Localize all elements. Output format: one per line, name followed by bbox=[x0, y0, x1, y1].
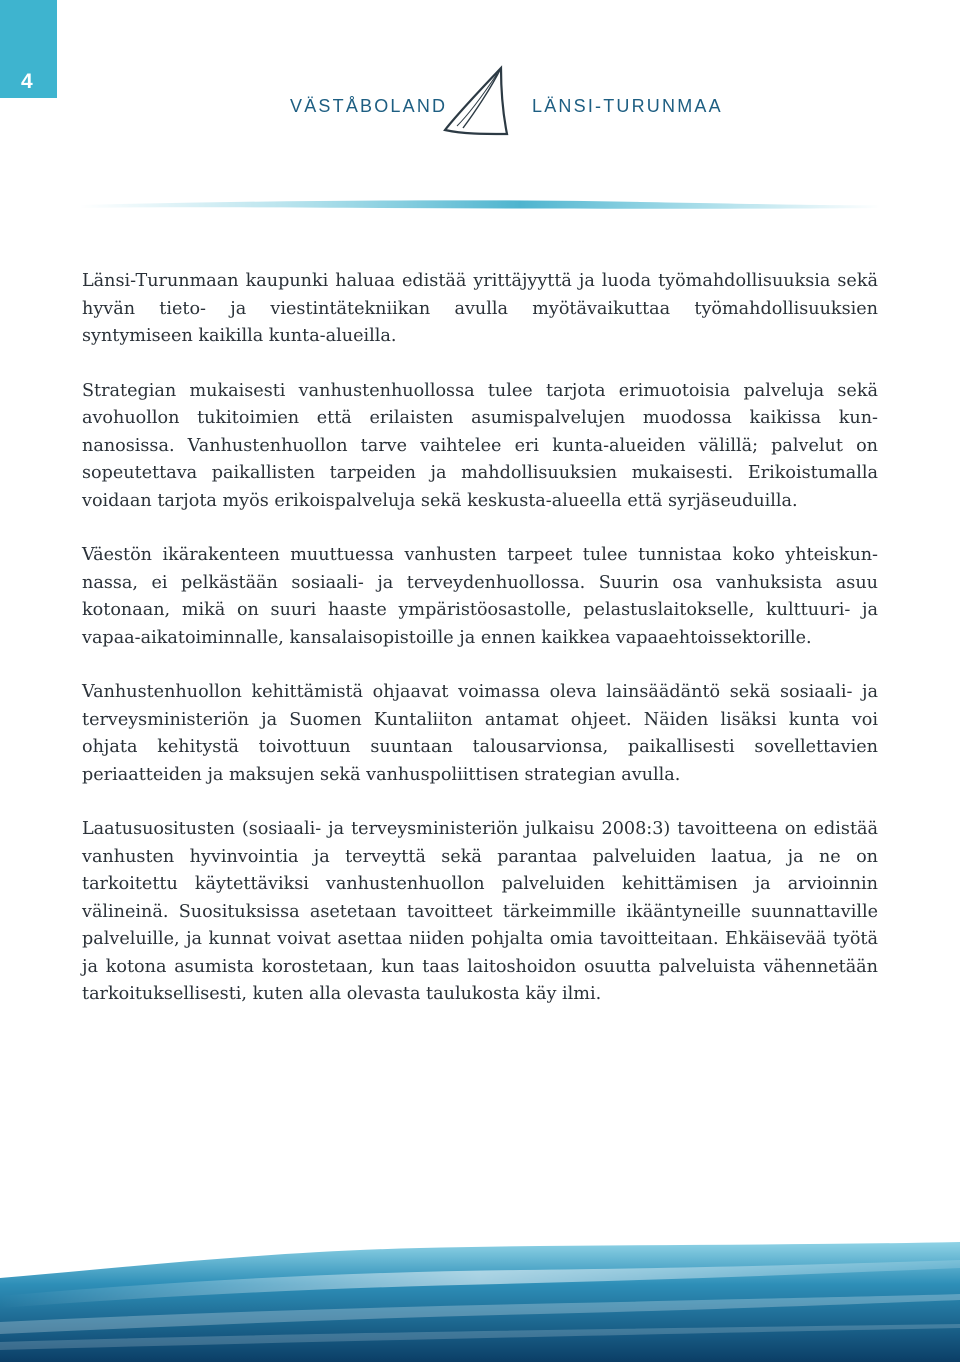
brand-lansi-turunmaa: LÄNSI-TURUNMAA bbox=[532, 96, 723, 116]
paragraph-1: Länsi-Turunmaan kaupunki haluaa edistää yrittäjyyttä ja luoda työmahdollisuuksia sekä hyvän tieto- ja viestintätekniikan avulla myötävaikuttaa työmahdollisuuksien syntymiseen kaikilla kunta-alueilla. bbox=[82, 271, 878, 346]
header-wave-divider bbox=[80, 196, 880, 212]
sail-logo-icon bbox=[441, 64, 513, 138]
paragraph-5: Laatusuositusten (sosiaali- ja terveysministeriön julkaisu 2008:3) tavoitteena on edistää vanhusten hyvinvointia ja terveyttä sekä parantaa palveluiden laatua, ja ne on tarkoitettu käytettäviksi vanhustenhuollon palveluiden kehittämisen ja arvioinnin välineinä. Suosituksissa asetetaan tavoitteet tärkeimmille ikääntyneille suunnattaville palveluille, ja kunnat voivat asettaa niiden pohjalta omia tavoitteitaan. Ehkäisevää työtä ja kotona asumista korostetaan, kun taas laitoshoidon osuutta palveluista vähennetään tarkoituksellisesti, kuten alla olevasta taulukosta käy ilmi. bbox=[82, 819, 878, 1004]
brand-vastaboland: VÄSTÅBOLAND bbox=[290, 96, 448, 116]
body-text bbox=[82, 268, 878, 1036]
page-number: 4 bbox=[21, 70, 33, 93]
page-number-tab bbox=[0, 0, 57, 98]
paragraph-4: Vanhustenhuollon kehittämistä ohjaavat voimassa oleva lainsäädäntö sekä sosiaali- ja terveysministeriön ja Suomen Kuntaliiton antamat ohjeet. Näiden lisäksi kunta voi ohjata kehitystä toivottuun suuntaan talousarvionsa, paikallisesti sovellettavien periaatteiden ja maksujen sekä vanhuspoliittisen strategian avulla. bbox=[82, 682, 878, 785]
footer-water-wave bbox=[0, 1238, 960, 1362]
paragraph-3: Väestön ikärakenteen muuttuessa vanhusten tarpeet tulee tunnistaa koko yhteiskunnassa, ei pelkästään sosiaali- ja terveydenhuollossa. Suurin osa vanhuksista asuu kotonaan, mikä on suuri haaste ympäristöosastolle, pelastuslaitokselle, kulttuuri- ja vapaa-aikatoiminnalle, kansalaisopistoille ja ennen kaikkea vapaaehtoissektorille. bbox=[82, 545, 878, 648]
paragraph-2: Strategian mukaisesti vanhustenhuollossa tulee tarjota erimuotoisia palveluja sekä avohuollon tukitoimien että erilaisten asumispalvelujen muodossa kaikissa kunnanosissa. Vanhustenhuollon tarve vaihtelee eri kunta-alueiden välillä; palvelut on sopeutettava paikallisten tarpeiden ja mahdollisuuksien mukaisesti. Erikoistumalla voidaan tarjota myös erikoispalveluja sekä keskusta-alueella että syrjäseuduilla. bbox=[82, 380, 878, 511]
